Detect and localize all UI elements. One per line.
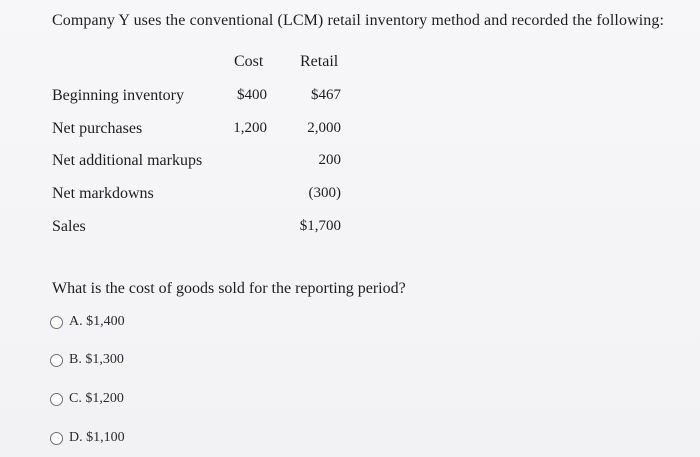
radio-button-icon[interactable] xyxy=(50,432,63,445)
option-c-label: C. $1,200 xyxy=(69,391,124,406)
retail-net-purchases: 2,000 xyxy=(307,120,341,136)
row-label-net-additional-markups: Net additional markups xyxy=(52,152,203,169)
cost-beginning-inventory: $400 xyxy=(237,87,267,103)
retail-sales: $1,700 xyxy=(299,218,341,234)
retail-beginning-inventory: $467 xyxy=(311,87,341,103)
radio-button-icon[interactable] xyxy=(50,316,63,329)
column-header-cost: Cost xyxy=(234,53,264,70)
row-label-net-purchases: Net purchases xyxy=(52,120,143,137)
radio-button-icon[interactable] xyxy=(50,393,63,406)
retail-net-additional-markups: 200 xyxy=(318,152,341,168)
prompt-text: What is the cost of goods sold for the reporting period? xyxy=(52,280,406,297)
option-b[interactable] xyxy=(50,352,124,368)
option-a[interactable] xyxy=(50,314,125,330)
option-a-label: A. $1,400 xyxy=(69,314,125,329)
row-label-sales: Sales xyxy=(52,218,86,235)
option-c[interactable] xyxy=(50,391,124,407)
option-d-label: D. $1,100 xyxy=(69,430,125,445)
retail-net-markdowns: (300) xyxy=(308,185,341,201)
radio-button-icon[interactable] xyxy=(50,354,63,367)
option-d[interactable] xyxy=(50,430,125,446)
column-header-retail: Retail xyxy=(300,53,339,70)
option-b-label: B. $1,300 xyxy=(69,352,124,367)
row-label-net-markdowns: Net markdowns xyxy=(52,185,154,202)
row-label-beginning-inventory: Beginning inventory xyxy=(52,87,184,104)
question-text: Company Y uses the conventional (LCM) retail inventory method and recorded the following: xyxy=(52,12,665,29)
cost-net-purchases: 1,200 xyxy=(233,120,267,136)
